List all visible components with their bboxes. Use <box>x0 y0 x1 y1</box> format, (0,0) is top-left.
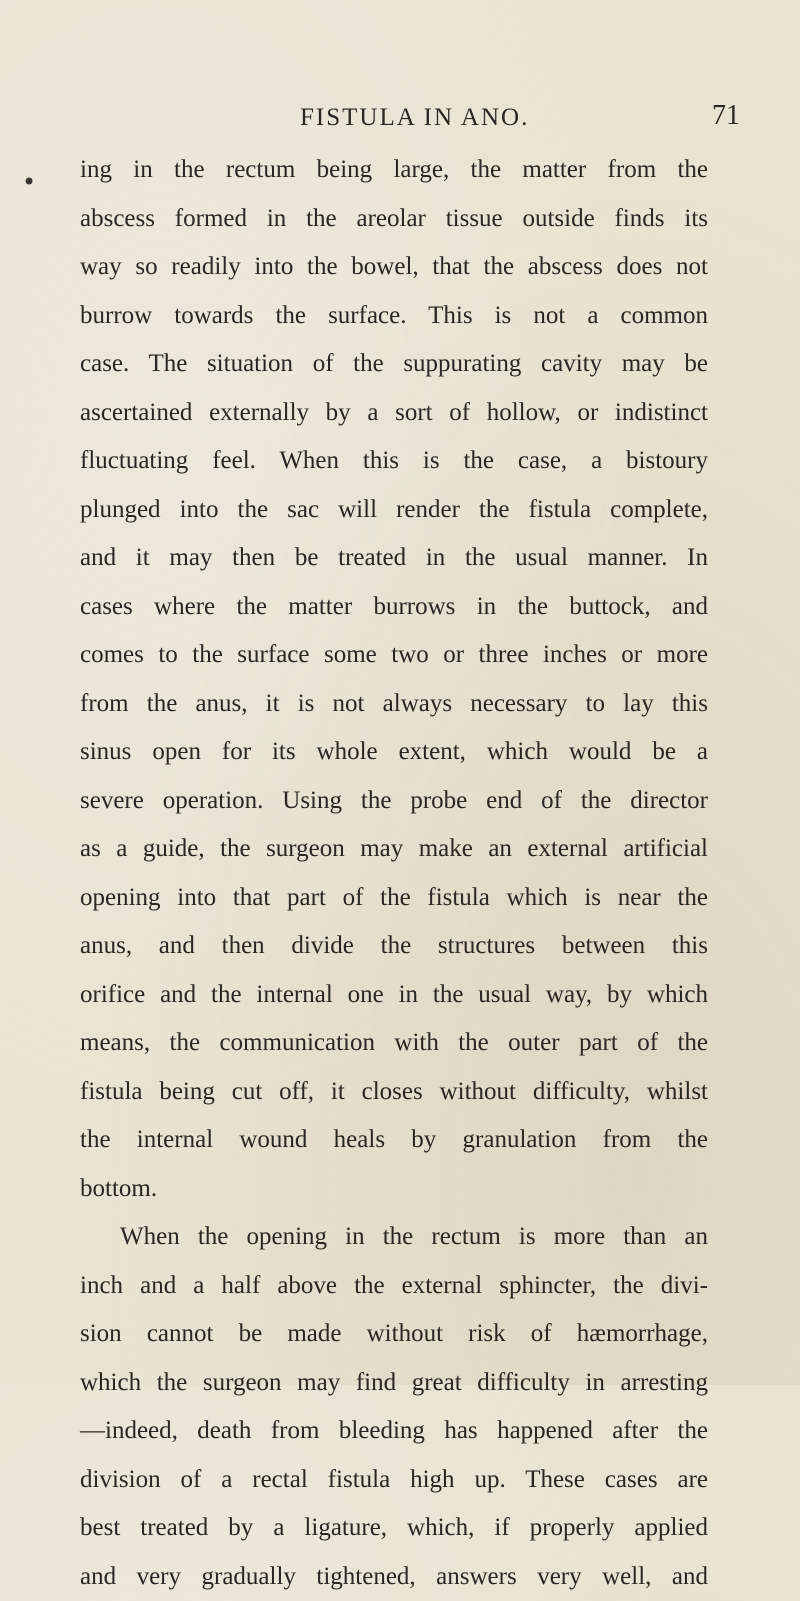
running-title: FISTULA IN ANO. <box>300 104 529 132</box>
text-line: plunged into the sac will render the fistula complete, <box>80 486 708 535</box>
text-line: comes to the surface some two or three inches or more <box>80 631 708 680</box>
text-line: opening into that part of the fistula which is near the <box>80 874 708 923</box>
text-line: way so readily into the bowel, that the abscess does not <box>80 243 708 292</box>
text-line: anus, and then divide the structures between this <box>80 922 708 971</box>
text-line: division of a rectal fistula high up. These cases are <box>80 1456 708 1505</box>
text-line: —indeed, death from bleeding has happened after the <box>80 1407 708 1456</box>
margin-mark: • <box>22 168 36 196</box>
text-line: burrow towards the surface. This is not a common <box>80 292 708 341</box>
body-text <box>80 146 708 1601</box>
page-number: 71 <box>712 100 740 132</box>
text-line: cases where the matter burrows in the buttock, and <box>80 583 708 632</box>
text-line: means, the communication with the outer part of the <box>80 1019 708 1068</box>
text-line: severe operation. Using the probe end of the director <box>80 777 708 826</box>
paragraph-1 <box>80 146 708 1213</box>
text-line: best treated by a ligature, which, if properly applied <box>80 1504 708 1553</box>
text-line: and very gradually tightened, answers very well, and <box>80 1553 708 1601</box>
text-line: sion cannot be made without risk of hæmorrhage, <box>80 1310 708 1359</box>
text-line: ing in the rectum being large, the matter from the <box>80 146 708 195</box>
text-line: fluctuating feel. When this is the case, a bistoury <box>80 437 708 486</box>
text-line: bottom. <box>80 1165 708 1214</box>
text-line: ascertained externally by a sort of hollow, or indistinct <box>80 389 708 438</box>
text-line: as a guide, the surgeon may make an external artificial <box>80 825 708 874</box>
page-header <box>0 104 800 140</box>
text-line: the internal wound heals by granulation from the <box>80 1116 708 1165</box>
text-line: sinus open for its whole extent, which would be a <box>80 728 708 777</box>
text-line: orifice and the internal one in the usual way, by which <box>80 971 708 1020</box>
text-line: abscess formed in the areolar tissue outside finds its <box>80 195 708 244</box>
paragraph-2 <box>80 1213 708 1601</box>
text-line: and it may then be treated in the usual manner. In <box>80 534 708 583</box>
text-line: from the anus, it is not always necessary to lay this <box>80 680 708 729</box>
text-line: case. The situation of the suppurating cavity may be <box>80 340 708 389</box>
text-line: When the opening in the rectum is more than an <box>80 1213 708 1262</box>
text-line: inch and a half above the external sphincter, the divi- <box>80 1262 708 1311</box>
text-line: fistula being cut off, it closes without difficulty, whilst <box>80 1068 708 1117</box>
text-line: which the surgeon may find great difficulty in arresting <box>80 1359 708 1408</box>
